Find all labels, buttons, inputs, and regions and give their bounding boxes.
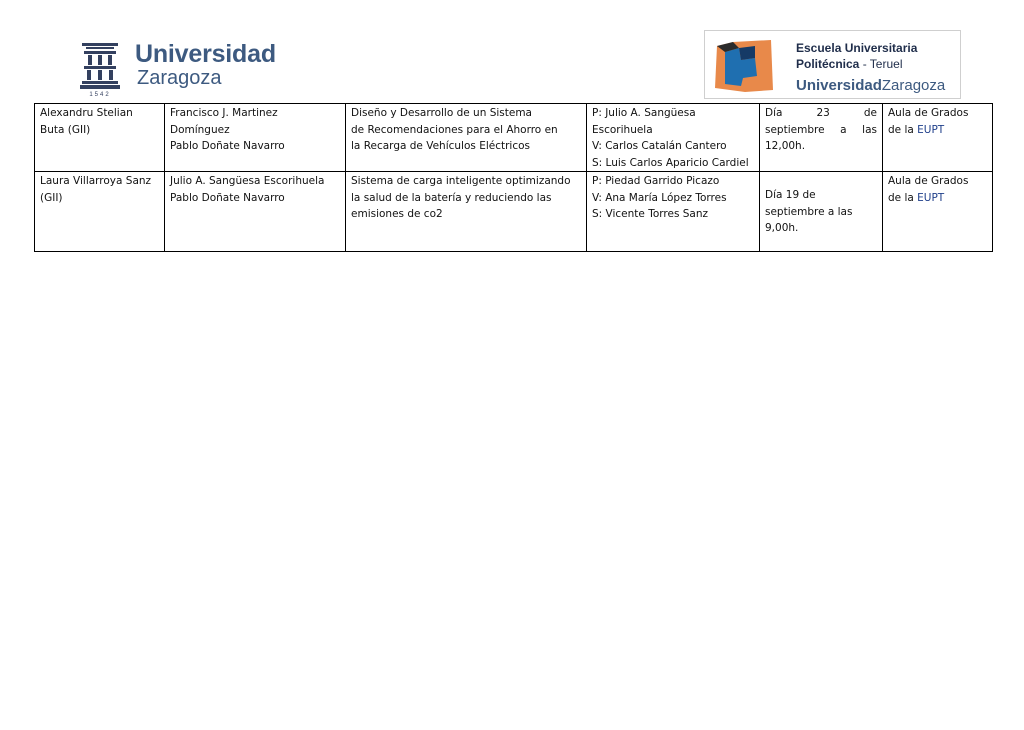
place-cell: Aula de Grados de la EUPT bbox=[883, 172, 993, 252]
table-row bbox=[35, 172, 993, 252]
logo-universidad-text: Universidad bbox=[135, 40, 276, 68]
eupt-emblem-icon bbox=[711, 36, 777, 94]
student-cell: Laura Villarroya Sanz (GII) bbox=[35, 172, 165, 252]
tribunal-cell: P: Piedad Garrido Picazo V: Ana María López Torres S: Vicente Torres Sanz bbox=[587, 172, 760, 252]
eupt-line-escuela: Escuela Universitaria bbox=[796, 41, 918, 55]
universidad-zaragoza-logo bbox=[80, 40, 290, 104]
logo-zaragoza-text: Zaragoza bbox=[137, 67, 222, 89]
eupt-line-politecnica: Politécnica - Teruel bbox=[796, 57, 903, 71]
place-cell: Aula de Grados de la EUPT bbox=[883, 104, 993, 172]
university-crest-icon bbox=[80, 43, 120, 89]
table-row bbox=[35, 104, 993, 172]
eupt-link: EUPT bbox=[917, 191, 945, 204]
eupt-link: EUPT bbox=[917, 123, 945, 136]
date-cell: Día 19 de septiembre a las 9,00h. bbox=[760, 172, 883, 252]
directors-cell: Julio A. Sangüesa Escorihuela Pablo Doñate Navarro bbox=[165, 172, 346, 252]
date-cell: Día 23 de septiembre a las 12,00h. bbox=[760, 104, 883, 172]
eupt-line-universidad: UniversidadZaragoza bbox=[796, 77, 946, 94]
title-cell: Diseño y Desarrollo de un Sistema de Recomendaciones para el Ahorro en la Recarga de Vehículos Eléctricos bbox=[346, 104, 587, 172]
directors-cell: Francisco J. Martinez Domínguez Pablo Doñate Navarro bbox=[165, 104, 346, 172]
student-cell: Alexandru Stelian Buta (GII) bbox=[35, 104, 165, 172]
defense-schedule-table bbox=[34, 103, 993, 252]
tribunal-cell: P: Julio A. Sangüesa Escorihuela V: Carlos Catalán Cantero S: Luis Carlos Aparicio Cardiel bbox=[587, 104, 760, 172]
founding-year: 1542 bbox=[89, 92, 111, 98]
title-cell: Sistema de carga inteligente optimizando la salud de la batería y reduciendo las emisiones de co2 bbox=[346, 172, 587, 252]
eupt-logo bbox=[704, 30, 961, 99]
